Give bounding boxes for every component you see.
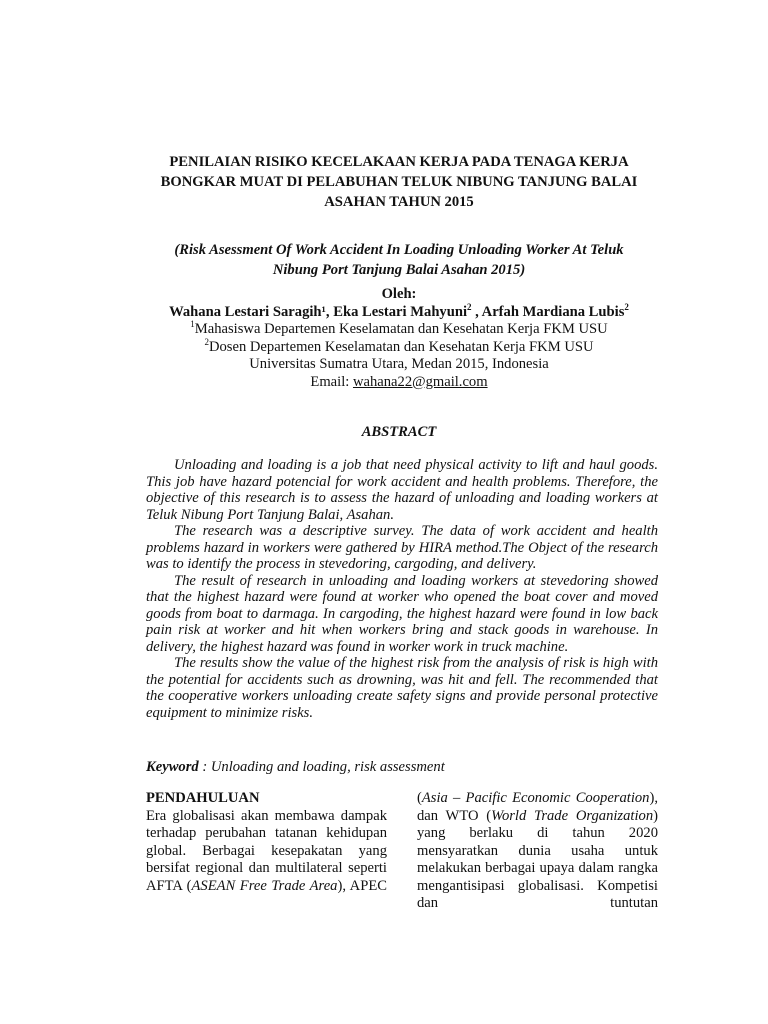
keyword-label: Keyword (146, 759, 199, 775)
abstract-body (146, 457, 658, 721)
intro-left-text-1: Era globalisasi akan membawa dampak terhadap perubahan tatanan kehidupan global. Berbagai kesepakatan yang bersifat regional dan multilateral seperti AFTA ( (146, 807, 387, 894)
intro-right-column (417, 790, 658, 913)
keyword-text: : Unloading and loading, risk assessment (198, 759, 445, 775)
author-3-sup: 2 (624, 301, 629, 312)
title-line: ASAHAN TAHUN 2015 (324, 194, 474, 210)
intro-left-italic-1: ASEAN Free Trade Area (191, 877, 338, 894)
intro-right-text-2: ), dan WTO ( (417, 790, 658, 824)
affiliation-2 (80, 336, 718, 357)
intro-right-text-3: ) yang berlaku di tahun 2020 mensyaratkan dunia usaha untuk melakukan berbagai upaya dalam rangka mengantisipasi globalisasi. Kompetisi dan tuntutan (417, 807, 658, 911)
intro-left-paragraph (146, 808, 387, 896)
email-line (80, 374, 718, 392)
author-2-sup: 2 (467, 301, 472, 312)
author-list (80, 301, 718, 322)
author-1: Wahana Lestari Saragih¹, (169, 303, 330, 320)
abstract-paragraph: Unloading and loading is a job that need physical activity to lift and haul goods. This job have hazard potencial for work accident and health problems. Therefore, the objective of this research is to assess the hazard of unloading and loading workers at Teluk Nibung Port Tanjung Balai, Asahan. (146, 457, 658, 523)
abstract-heading: ABSTRACT (361, 424, 437, 440)
keywords-line (146, 758, 658, 776)
affiliation-2-text: Dosen Departemen Keselamatan dan Kesehatan Kerja FKM USU (208, 338, 594, 355)
intro-left-text-2: ), APEC (337, 877, 387, 894)
intro-right-text-1: ( (417, 790, 422, 806)
affiliation-2-sup: 2 (204, 336, 209, 347)
email-link[interactable]: wahana22@gmail.com (352, 373, 488, 390)
affiliation-1-sup: 1 (190, 319, 195, 330)
intro-left-column (146, 790, 387, 895)
university: Universitas Sumatra Utara, Medan 2015, Indonesia (249, 356, 549, 372)
intro-right-italic-2: World Trade Organization (491, 807, 654, 824)
author-2: Eka Lestari Mahyuni (333, 303, 468, 320)
subtitle-line: (Risk Asessment Of Work Accident In Loading Unloading Worker At Teluk (174, 242, 624, 258)
intro-heading: PENDAHULUAN (146, 790, 260, 806)
title-line: BONGKAR MUAT DI PELABUHAN TELUK NIBUNG TANJUNG BALAI (160, 174, 638, 190)
abstract-paragraph: The result of research in unloading and loading workers at stevedoring showed that the highest hazard were found at worker who opened the boat cover and moved goods from boat to darmaga. In cargoding, the highest hazard were found in low back pain risk at worker and hit when workers bring and stack goods in warehouse. In delivery, the highest hazard was found in worker work in truck machine. (146, 572, 658, 655)
paper-title (100, 152, 698, 212)
intro-right-italic-1: Asia – Pacific Economic Cooperation (421, 790, 650, 806)
affiliation-1-text: Mahasiswa Departemen Keselamatan dan Kesehatan Kerja FKM USU (194, 321, 608, 337)
title-line: PENILAIAN RISIKO KECELAKAAN KERJA PADA TENAGA KERJA (169, 154, 629, 170)
author-3: , Arfah Mardiana Lubis (475, 303, 625, 320)
english-title (120, 240, 678, 280)
email-label: Email: (310, 373, 353, 390)
by-label: Oleh: (381, 286, 417, 302)
intro-right-paragraph (417, 790, 658, 913)
subtitle-line: Nibung Port Tanjung Balai Asahan 2015) (272, 262, 526, 278)
author-block (80, 286, 718, 391)
abstract-paragraph: The results show the value of the highest risk from the analysis of risk is high with the potential for accidents such as drowning, was hit and fell. The recommended that the cooperative workers unloading create safety signs and provide personal protective equipment to minimize risks. (146, 655, 658, 721)
abstract-paragraph: The research was a descriptive survey. The data of work accident and health problems hazard in workers were gathered by HIRA method.The Object of the research was to identify the process in stevedoring, cargoding, and delivery. (146, 523, 658, 572)
affiliation-1 (80, 321, 718, 339)
